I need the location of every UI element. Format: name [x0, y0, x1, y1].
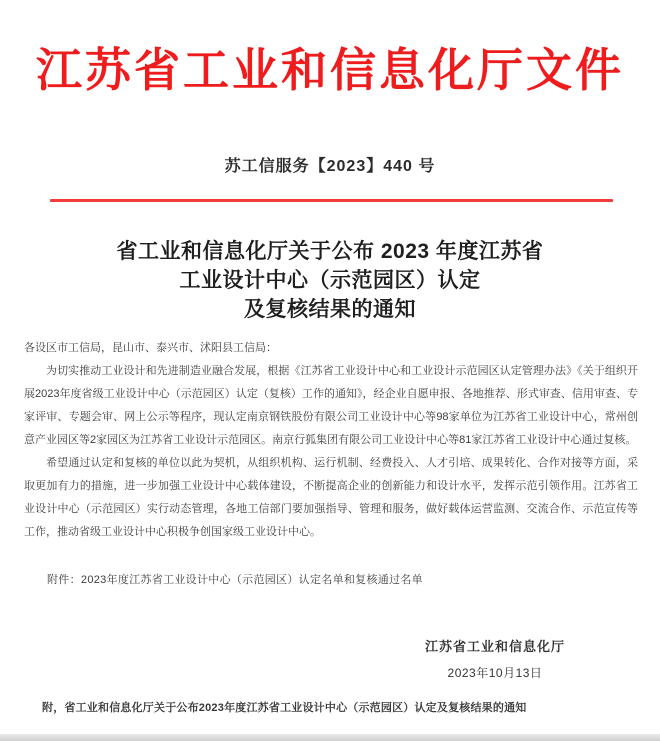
document-title-line-2: 工业设计中心（示范园区）认定: [179, 269, 481, 292]
footer-attachment-note: 附，省工业和信息化厅关于公布2023年度江苏省工业设计中心（示范园区）认定及复核结果的通知: [42, 702, 527, 714]
red-divider-line: [50, 199, 613, 202]
document-title-line-1: 省工业和信息化厅关于公布 2023 年度江苏省: [116, 240, 544, 263]
document-number: 苏工信服务【2023】440 号: [224, 158, 436, 175]
document-title: [30, 237, 630, 324]
document-title-line-3: 及复核结果的通知: [244, 298, 416, 321]
body-paragraph-1: 为切实推动工业设计和先进制造业融合发展，根据《江苏省工业设计中心和工业设计示范园区认定管理办法》《关于组织开展2023年度省级工业设计中心（示范园区）认定（复核）工作的通知》，经企业自愿申报、各地推荐、形式审查、信用审查、专家评审、专题会审、网上公示等程序，现认定南京钢铁股份有限公司工业设计中心等98家单位为江苏省工业设计中心，常州创意产业园区等2家园区为江苏省工业设计示范园区。南京行狐集团有限公司工业设计中心等81家江苏省工业设计中心通过复核。: [24, 365, 638, 446]
page-bottom-edge: [0, 734, 660, 741]
issuing-authority: 江苏省工业和信息化厅: [424, 639, 565, 654]
document-body: [24, 337, 638, 544]
body-paragraph-2: 希望通过认定和复核的单位以此为契机，从组织机构、运行机制、经费投入、人才引培、成果转化、合作对接等方面，采取更加有力的措施，进一步加强工业设计中心载体建设，不断提高企业的创新能力和设计水平，发挥示范引领作用。江苏省工业设计中心（示范园区）实行动态管理，各地工信部门要加强指导、管理和服务，做好载体运营监测、交流合作、示范宣传等工作，推动省级工业设计中心积极争创国家级工业设计中心。: [24, 457, 638, 538]
red-letterhead-title: 江苏省工业和信息化厅文件: [36, 45, 624, 96]
signature-block: [425, 638, 565, 681]
issue-date: 2023年10月13日: [447, 666, 543, 680]
recipients-line: 各设区市工信局，昆山市、泰兴市、沭阳县工信局：: [24, 342, 277, 354]
attachment-reference: 附件：2023年度江苏省工业设计中心（示范园区）认定名单和复核通过名单: [47, 574, 423, 586]
